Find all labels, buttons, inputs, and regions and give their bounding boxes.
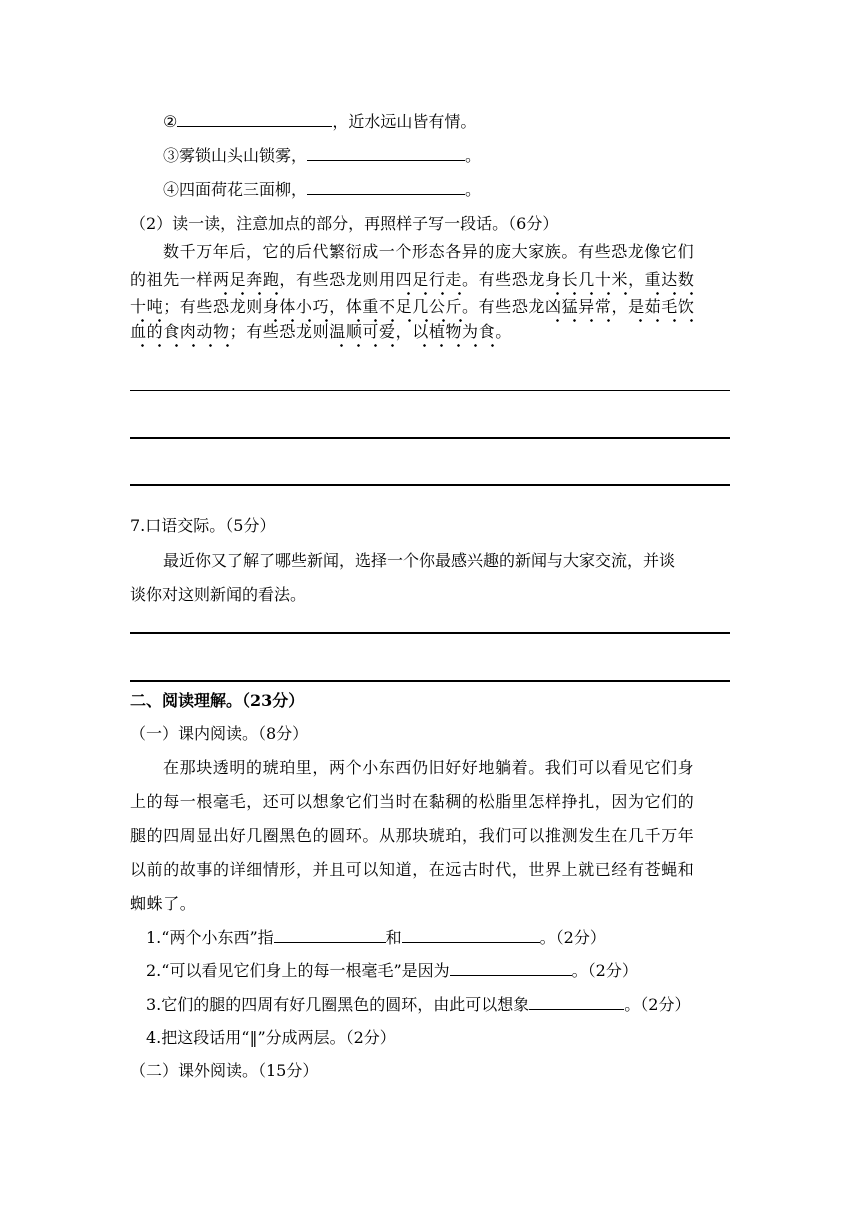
answer-blank[interactable] — [177, 112, 332, 127]
answer-line[interactable] — [130, 484, 730, 486]
dotted-phrase: 身体小巧 — [262, 297, 330, 316]
passage-text: 。有些恐龙 — [462, 297, 546, 316]
section-2-title: 二、阅读理解。（23分） — [130, 691, 305, 710]
question-7-title: 7.口语交际。（5分） — [130, 516, 276, 535]
passage-line — [163, 242, 694, 262]
dotted-phrase: 温顺可爱 — [329, 322, 396, 341]
question-7-text: 最近你又了解了哪些新闻，选择一个你最感兴趣的新闻与大家交流，并谈 — [163, 551, 676, 570]
sub-question-text: 。（2分） — [539, 928, 606, 947]
dotted-phrase: 凶猛异常 — [545, 297, 612, 316]
sub-question-text: 。（2分） — [624, 995, 691, 1014]
answer-line[interactable] — [130, 437, 730, 439]
passage-text: 。 — [495, 322, 512, 341]
dotted-phrase: 四足行走 — [395, 270, 463, 289]
sub-question-text: 3.它们的腿的四周有好几圈黑色的圆环，由此可以想象 — [146, 995, 530, 1014]
passage-text: ， — [611, 297, 629, 316]
dotted-phrase: 血的食肉动物 — [130, 322, 230, 341]
passage-text: 的祖先一样 — [130, 270, 214, 289]
answer-blank[interactable] — [307, 146, 465, 161]
passage-line — [130, 322, 512, 342]
passage-text: ，有些恐龙则用 — [279, 270, 396, 289]
fill-line-3 — [163, 146, 481, 166]
question-2-title: （2）读一读，注意加点的部分，再照样子写一段话。（6分） — [130, 214, 559, 233]
sub-question-4: 4.把这段话用“‖”分成两层。（2分） — [146, 1028, 396, 1047]
answer-blank[interactable] — [529, 995, 624, 1010]
sub-question-2 — [146, 961, 638, 981]
passage-text: ；有些恐龙则 — [163, 297, 263, 316]
fill-line-2-prefix: ② — [163, 112, 178, 131]
dotted-phrase: 以植物为食 — [412, 322, 496, 341]
fill-line-2-suffix: ，近水远山皆有情。 — [332, 112, 477, 131]
dotted-phrase: 体重不足几公斤 — [345, 297, 463, 316]
sub-question-text: 1.“两个小东西”指 — [146, 928, 274, 947]
reading-passage-line: 蜘蛛了。 — [130, 894, 197, 913]
passage-text: ， — [329, 297, 346, 316]
answer-line[interactable] — [130, 632, 730, 634]
fill-line-3-suffix: 。 — [465, 146, 482, 165]
passage-text: 数千万年后，它的后代繁衍成一个形态各异的庞大家族。有些恐龙像它们 — [163, 242, 695, 261]
reading-passage-line: 上的每一根毫毛，还可以想象它们当时在黏稠的松脂里怎样挣扎，因为它们的 — [130, 792, 695, 811]
fill-line-4 — [163, 180, 481, 200]
dotted-phrase: 身长几十米 — [545, 270, 629, 289]
answer-blank[interactable] — [307, 180, 465, 195]
answer-line[interactable] — [130, 390, 730, 391]
dotted-phrase: 十吨 — [130, 297, 164, 316]
passage-text: ；有些恐龙则 — [229, 322, 330, 341]
passage-text: 。有些恐龙 — [462, 270, 546, 289]
dotted-phrase: 是茹毛饮 — [628, 297, 695, 316]
part-2-title: （二）课外阅读。（15分） — [130, 1061, 319, 1080]
fill-line-3-prefix: ③雾锁山头山锁雾， — [163, 146, 308, 165]
answer-blank[interactable] — [402, 928, 540, 943]
dotted-phrase: 两足奔跑 — [213, 270, 280, 289]
fill-line-4-suffix: 。 — [465, 180, 482, 199]
answer-line[interactable] — [130, 680, 730, 682]
reading-passage-line: 腿的四周显出好几圈黑色的圆环。从那块琥珀，我们可以推测发生在几千万年 — [130, 826, 695, 845]
part-1-title: （一）课内阅读。（8分） — [130, 724, 309, 743]
sub-question-text: 2.“可以看见它们身上的每一根毫毛”是因为 — [146, 961, 450, 980]
sub-question-1 — [146, 928, 606, 948]
passage-text: ， — [395, 322, 413, 341]
answer-blank[interactable] — [274, 928, 386, 943]
fill-line-2 — [163, 112, 476, 132]
passage-line — [130, 270, 694, 290]
sub-question-3 — [146, 995, 690, 1015]
reading-passage-line: 在那块透明的琥珀里，两个小东西仍旧好好地躺着。我们可以看见它们身 — [163, 758, 695, 777]
sub-question-text: 。（2分） — [571, 961, 638, 980]
dotted-phrase: 重达数 — [644, 270, 695, 289]
passage-text: ， — [628, 270, 645, 289]
passage-line — [130, 297, 694, 317]
reading-passage-line: 以前的故事的详细情形，并且可以知道，在远古时代，世界上就已经有苍蝇和 — [130, 860, 695, 879]
sub-question-text: 和 — [385, 928, 402, 947]
answer-blank[interactable] — [450, 961, 572, 976]
fill-line-4-prefix: ④四面荷花三面柳， — [163, 180, 308, 199]
question-7-text: 谈你对这则新闻的看法。 — [130, 585, 307, 604]
